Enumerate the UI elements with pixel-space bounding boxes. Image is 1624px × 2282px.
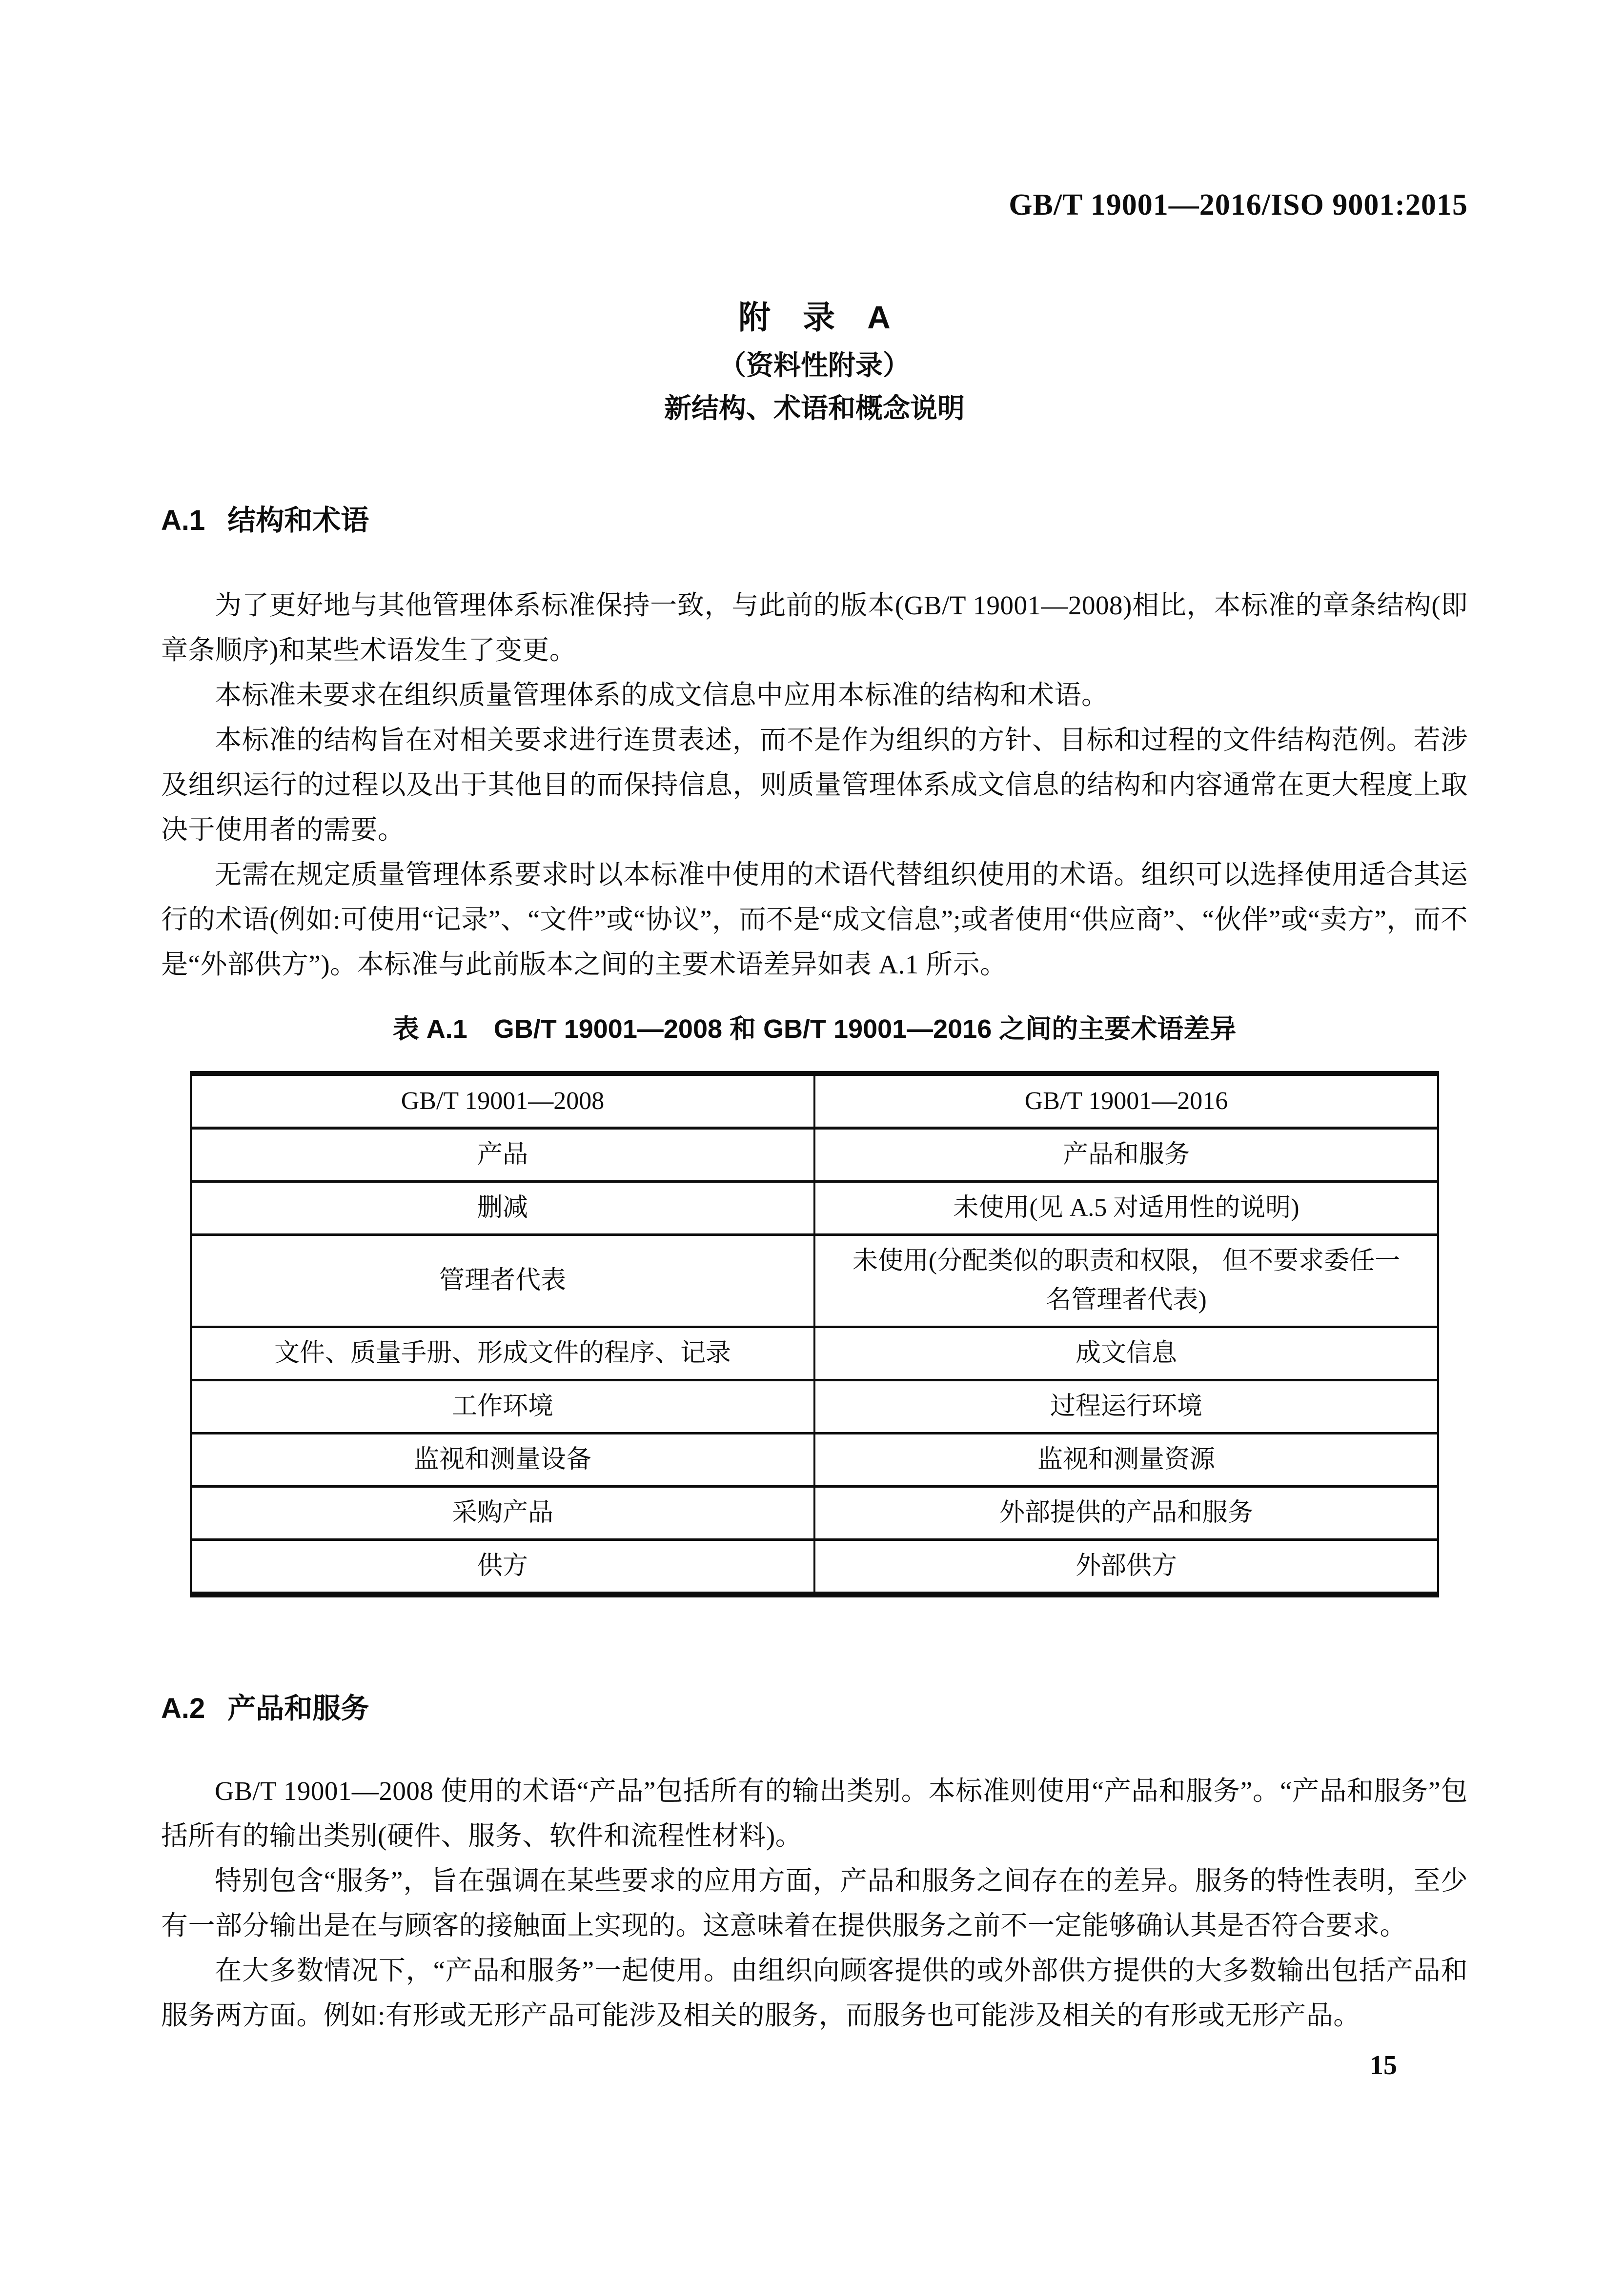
appendix-title-block: [161, 300, 1468, 424]
table-row: [191, 1235, 1438, 1327]
paragraph: 特别包含“服务”，旨在强调在某些要求的应用方面，产品和服务之间存在的差异。服务的特性表明，至少有一部分输出是在与顾客的接触面上实现的。这意味着在提供服务之前不一定能够确认其是否符合要求。: [161, 1866, 1468, 1940]
appendix-type: （资料性附录）: [719, 350, 910, 381]
appendix-description: 新结构、术语和概念说明: [664, 393, 965, 424]
paragraph: 在大多数情况下，“产品和服务”一起使用。由组织向顾客提供的或外部供方提供的大多数输出包括产品和服务两方面。例如:有形或无形产品可能涉及相关的服务，而服务也可能涉及相关的有形或无形产品。: [161, 1956, 1468, 2030]
table-row: [191, 1327, 1438, 1380]
appendix-label: 附 录 A: [738, 299, 891, 335]
table-row: [191, 1128, 1438, 1182]
section-a1-heading: [161, 505, 1468, 537]
table-cell: 产品和服务: [814, 1128, 1438, 1182]
table-row: [191, 1182, 1438, 1235]
paragraph: GB/T 19001—2008 使用的术语“产品”包括所有的输出类别。本标准则使用“产品和服务”。“产品和服务”包括所有的输出类别(硬件、服务、软件和流程性材料)。: [161, 1776, 1468, 1851]
terminology-table: [190, 1071, 1439, 1597]
table-cell: 工作环境: [191, 1380, 814, 1434]
section-a1-title: 结构和术语: [227, 505, 369, 536]
table-row: [191, 1434, 1438, 1487]
table-cell: 采购产品: [191, 1487, 814, 1540]
table-cell: 成文信息: [814, 1327, 1438, 1380]
table-cell: 文件、质量手册、形成文件的程序、记录: [191, 1327, 814, 1380]
section-a2-number: A.2: [161, 1693, 205, 1724]
standard-code-header: GB/T 19001—2016/ISO 9001:2015: [1009, 188, 1468, 222]
table-cell: 过程运行环境: [814, 1380, 1438, 1434]
table-cell: 删减: [191, 1182, 814, 1235]
paragraph: 本标准的结构旨在对相关要求进行连贯表述，而不是作为组织的方针、目标和过程的文件结构范例。若涉及组织运行的过程以及出于其他目的而保持信息，则质量管理体系成文信息的结构和内容通常在更大程度上取决于使用者的需要。: [161, 725, 1468, 845]
section-a2-heading: [161, 1693, 1468, 1725]
table-row: [191, 1487, 1438, 1540]
table-row: [191, 1540, 1438, 1595]
table-cell: 供方: [191, 1540, 814, 1595]
table-header-cell: GB/T 19001—2016: [814, 1073, 1438, 1128]
section-a1-number: A.1: [161, 505, 205, 536]
table-cell: 监视和测量资源: [814, 1434, 1438, 1487]
table-header-cell: GB/T 19001—2008: [191, 1073, 814, 1128]
table-cell: 管理者代表: [191, 1235, 814, 1327]
table-cell: 监视和测量设备: [191, 1434, 814, 1487]
page-number: 15: [1370, 2050, 1397, 2080]
table-caption: 表 A.1 GB/T 19001—2008 和 GB/T 19001—2016 之间的主要术语差异: [392, 1014, 1237, 1044]
table-header-row: [191, 1073, 1438, 1128]
section-a2-title: 产品和服务: [227, 1693, 369, 1724]
paragraph: 无需在规定质量管理体系要求时以本标准中使用的术语代替组织使用的术语。组织可以选择使用适合其运行的术语(例如:可使用“记录”、“文件”或“协议”，而不是“成文信息”;或者使用“供应商”、“伙伴”或“卖方”，而不是“外部供方”)。本标准与此前版本之间的主要术语差异如表 A.1 所示。: [161, 860, 1468, 979]
table-cell: 产品: [191, 1128, 814, 1182]
paragraph: 本标准未要求在组织质量管理体系的成文信息中应用本标准的结构和术语。: [215, 680, 1109, 710]
table-cell: 外部提供的产品和服务: [814, 1487, 1438, 1540]
paragraph: 为了更好地与其他管理体系标准保持一致，与此前的版本(GB/T 19001—2008)相比，本标准的章条结构(即章条顺序)和某些术语发生了变更。: [161, 590, 1468, 665]
table-row: [191, 1380, 1438, 1434]
table-cell: 未使用(见 A.5 对适用性的说明): [814, 1182, 1438, 1235]
table-cell: 外部供方: [1075, 1552, 1177, 1580]
table-cell: 未使用(分配类似的职责和权限， 但不要求委任一名管理者代表): [814, 1235, 1438, 1327]
